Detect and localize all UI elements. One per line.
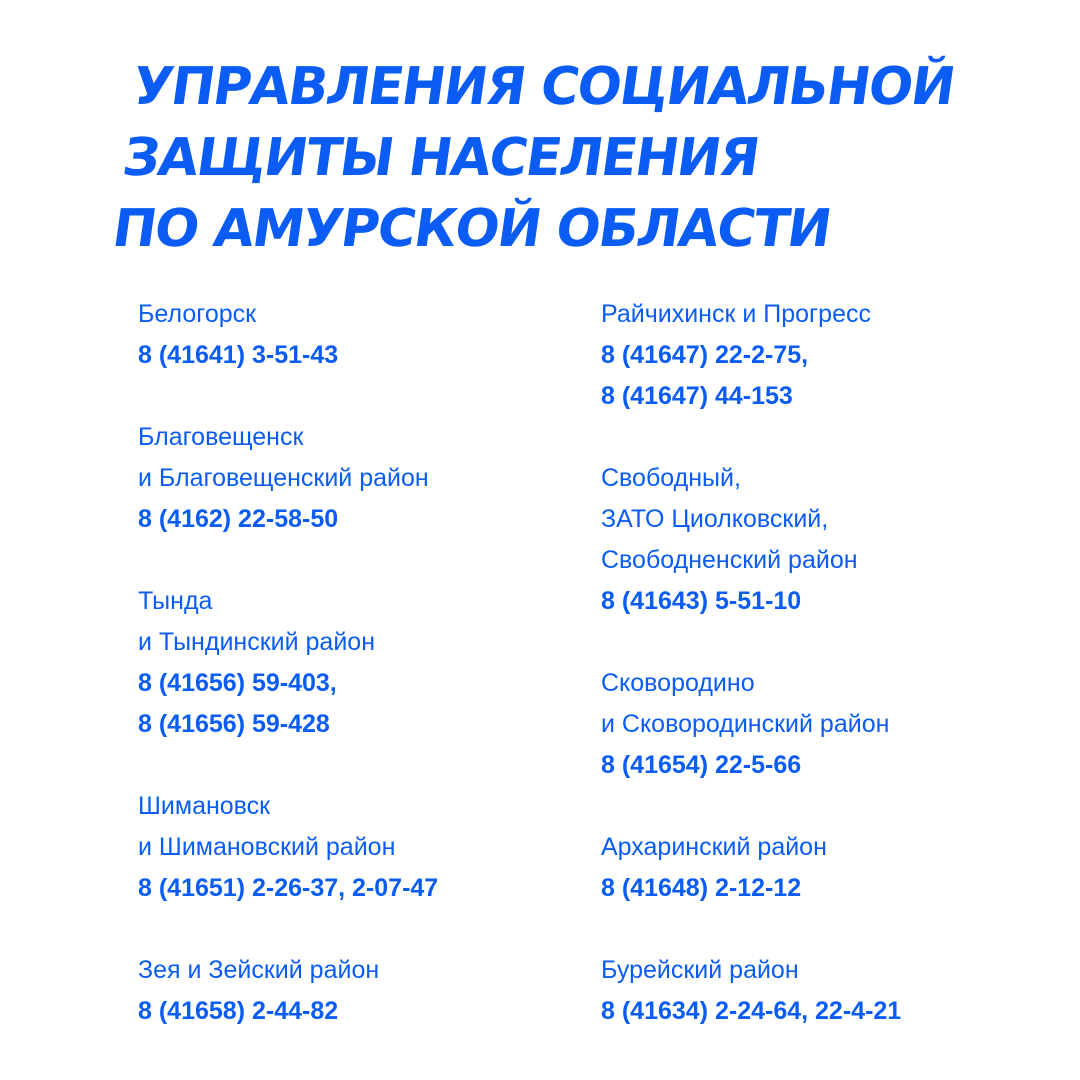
office-entry [138, 294, 578, 376]
office-name: Райчихинск и Прогресс [601, 300, 871, 328]
office-name: Шимановск [138, 792, 271, 820]
office-entry [138, 786, 578, 909]
office-entry [138, 950, 578, 1032]
phone-number[interactable]: 8 (4162) 22-58-50 [138, 505, 339, 533]
phone-number[interactable]: 8 (41658) 2-44-82 [138, 997, 339, 1025]
phone-number[interactable]: 8 (41656) 59-428 [138, 710, 330, 738]
office-name: и Шимановский район [138, 833, 396, 861]
office-entry [601, 827, 1041, 909]
title-line: ПО АМУРСКОЙ ОБЛАСТИ [108, 199, 834, 259]
office-name: и Тындинский район [138, 628, 376, 656]
office-name: Белогорск [138, 300, 257, 328]
office-name: Благовещенск [138, 423, 304, 451]
phone-number[interactable]: 8 (41651) 2-26-37, 2-07-47 [138, 874, 439, 902]
phone-number[interactable]: 8 (41647) 44-153 [601, 382, 793, 410]
right-column [601, 294, 1041, 1073]
phone-number[interactable]: 8 (41656) 59-403, [138, 669, 337, 697]
office-name: Свободненский район [601, 546, 858, 574]
office-name: Зея и Зейский район [138, 956, 380, 984]
phone-number[interactable]: 8 (41648) 2-12-12 [601, 874, 802, 902]
office-name: и Сковородинский район [601, 710, 890, 738]
page-title [108, 52, 958, 265]
office-entry [138, 581, 578, 745]
office-entry [601, 663, 1041, 786]
phone-number[interactable]: 8 (41641) 3-51-43 [138, 341, 339, 369]
phone-number[interactable]: 8 (41647) 22-2-75, [601, 341, 809, 369]
title-line: ЗАЩИТЫ НАСЕЛЕНИЯ [118, 128, 763, 188]
office-entry [601, 458, 1041, 622]
phone-number[interactable]: 8 (41643) 5-51-10 [601, 587, 802, 615]
phone-number[interactable]: 8 (41654) 22-5-66 [601, 751, 802, 779]
office-name: Архаринский район [601, 833, 827, 861]
office-entry [601, 294, 1041, 417]
office-name: Бурейский район [601, 956, 799, 984]
left-column [138, 294, 578, 1073]
office-name: ЗАТО Циолковский, [601, 505, 829, 533]
office-name: Сковородино [601, 669, 755, 697]
phone-number[interactable]: 8 (41634) 2-24-64, 22-4-21 [601, 997, 902, 1025]
office-entry [601, 950, 1041, 1032]
title-line: УПРАВЛЕНИЯ СОЦИАЛЬНОЙ [128, 57, 958, 117]
office-entry [138, 417, 578, 540]
office-name: Тында [138, 587, 213, 615]
office-name: и Благовещенский район [138, 464, 429, 492]
office-name: Свободный, [601, 464, 741, 492]
